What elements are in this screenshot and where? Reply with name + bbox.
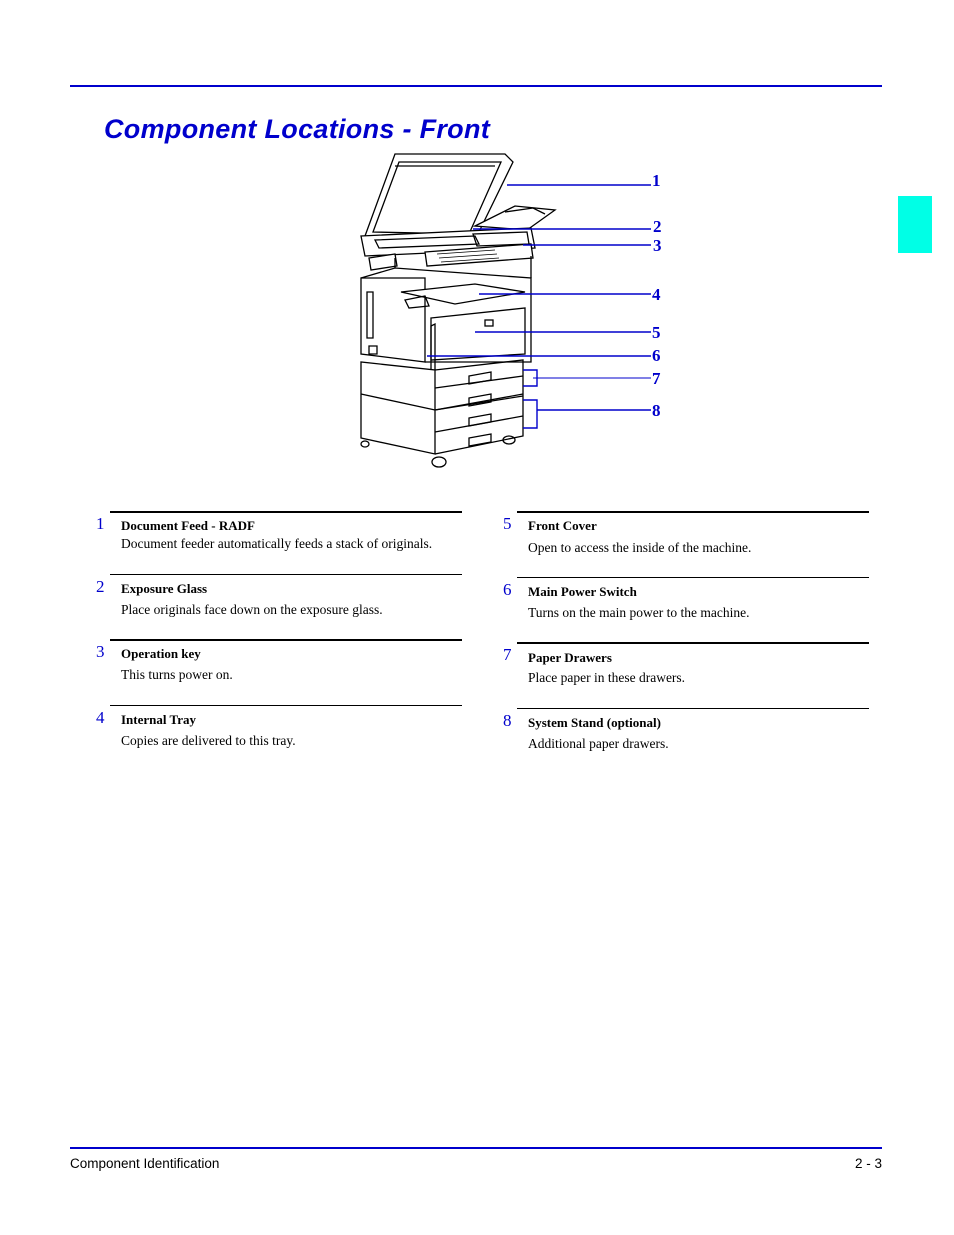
item-description: Copies are delivered to this tray. bbox=[121, 733, 296, 748]
item-label: Main Power Switch bbox=[528, 584, 637, 599]
item-label: Front Cover bbox=[528, 518, 597, 533]
item-number: 5 bbox=[503, 514, 512, 533]
item-description: This turns power on. bbox=[121, 667, 233, 682]
item-label: Internal Tray bbox=[121, 712, 196, 727]
item-number: 3 bbox=[96, 642, 105, 661]
item-number: 4 bbox=[96, 708, 105, 727]
item-number: 8 bbox=[503, 711, 512, 730]
item-label: Document Feed - RADF bbox=[121, 518, 255, 533]
copier-illustration bbox=[355, 148, 675, 478]
item-description: Additional paper drawers. bbox=[528, 736, 669, 751]
item-rule bbox=[517, 708, 869, 709]
footer-rule bbox=[70, 1147, 882, 1149]
item-number: 7 bbox=[503, 645, 512, 664]
item-number: 6 bbox=[503, 580, 512, 599]
item-rule bbox=[110, 639, 462, 641]
item-description: Turns on the main power to the machine. bbox=[528, 605, 750, 620]
item-label: Operation key bbox=[121, 646, 201, 661]
callout-2: 2 bbox=[653, 217, 662, 236]
item-label: Paper Drawers bbox=[528, 650, 612, 665]
callout-8: 8 bbox=[652, 401, 661, 420]
page-number: 2 - 3 bbox=[854, 1156, 882, 1171]
callout-4: 4 bbox=[652, 285, 661, 304]
item-description: Place paper in these drawers. bbox=[528, 670, 686, 685]
item-description: Open to access the inside of the machine. bbox=[528, 540, 752, 555]
callout-6: 6 bbox=[652, 346, 661, 365]
item-description: Document feeder automatically feeds a stack of originals. bbox=[121, 536, 433, 551]
item-rule bbox=[110, 574, 462, 575]
callout-7: 7 bbox=[652, 369, 661, 388]
page-title: Component Locations - Front bbox=[104, 114, 491, 144]
item-rule bbox=[517, 642, 869, 644]
header-rule bbox=[70, 85, 882, 87]
item-description: Place originals face down on the exposure glass. bbox=[121, 602, 383, 617]
item-rule bbox=[110, 705, 462, 706]
item-rule bbox=[517, 511, 869, 513]
item-label: System Stand (optional) bbox=[528, 715, 661, 730]
callout-5: 5 bbox=[652, 323, 661, 342]
callout-3: 3 bbox=[653, 236, 662, 255]
item-label: Exposure Glass bbox=[121, 581, 208, 596]
footer-section-name: Component Identification bbox=[70, 1156, 220, 1171]
callout-1: 1 bbox=[652, 171, 661, 190]
item-number: 2 bbox=[96, 577, 105, 596]
item-rule bbox=[517, 577, 869, 578]
section-tab-marker bbox=[898, 196, 932, 253]
item-rule bbox=[110, 511, 462, 513]
item-number: 1 bbox=[96, 514, 105, 533]
